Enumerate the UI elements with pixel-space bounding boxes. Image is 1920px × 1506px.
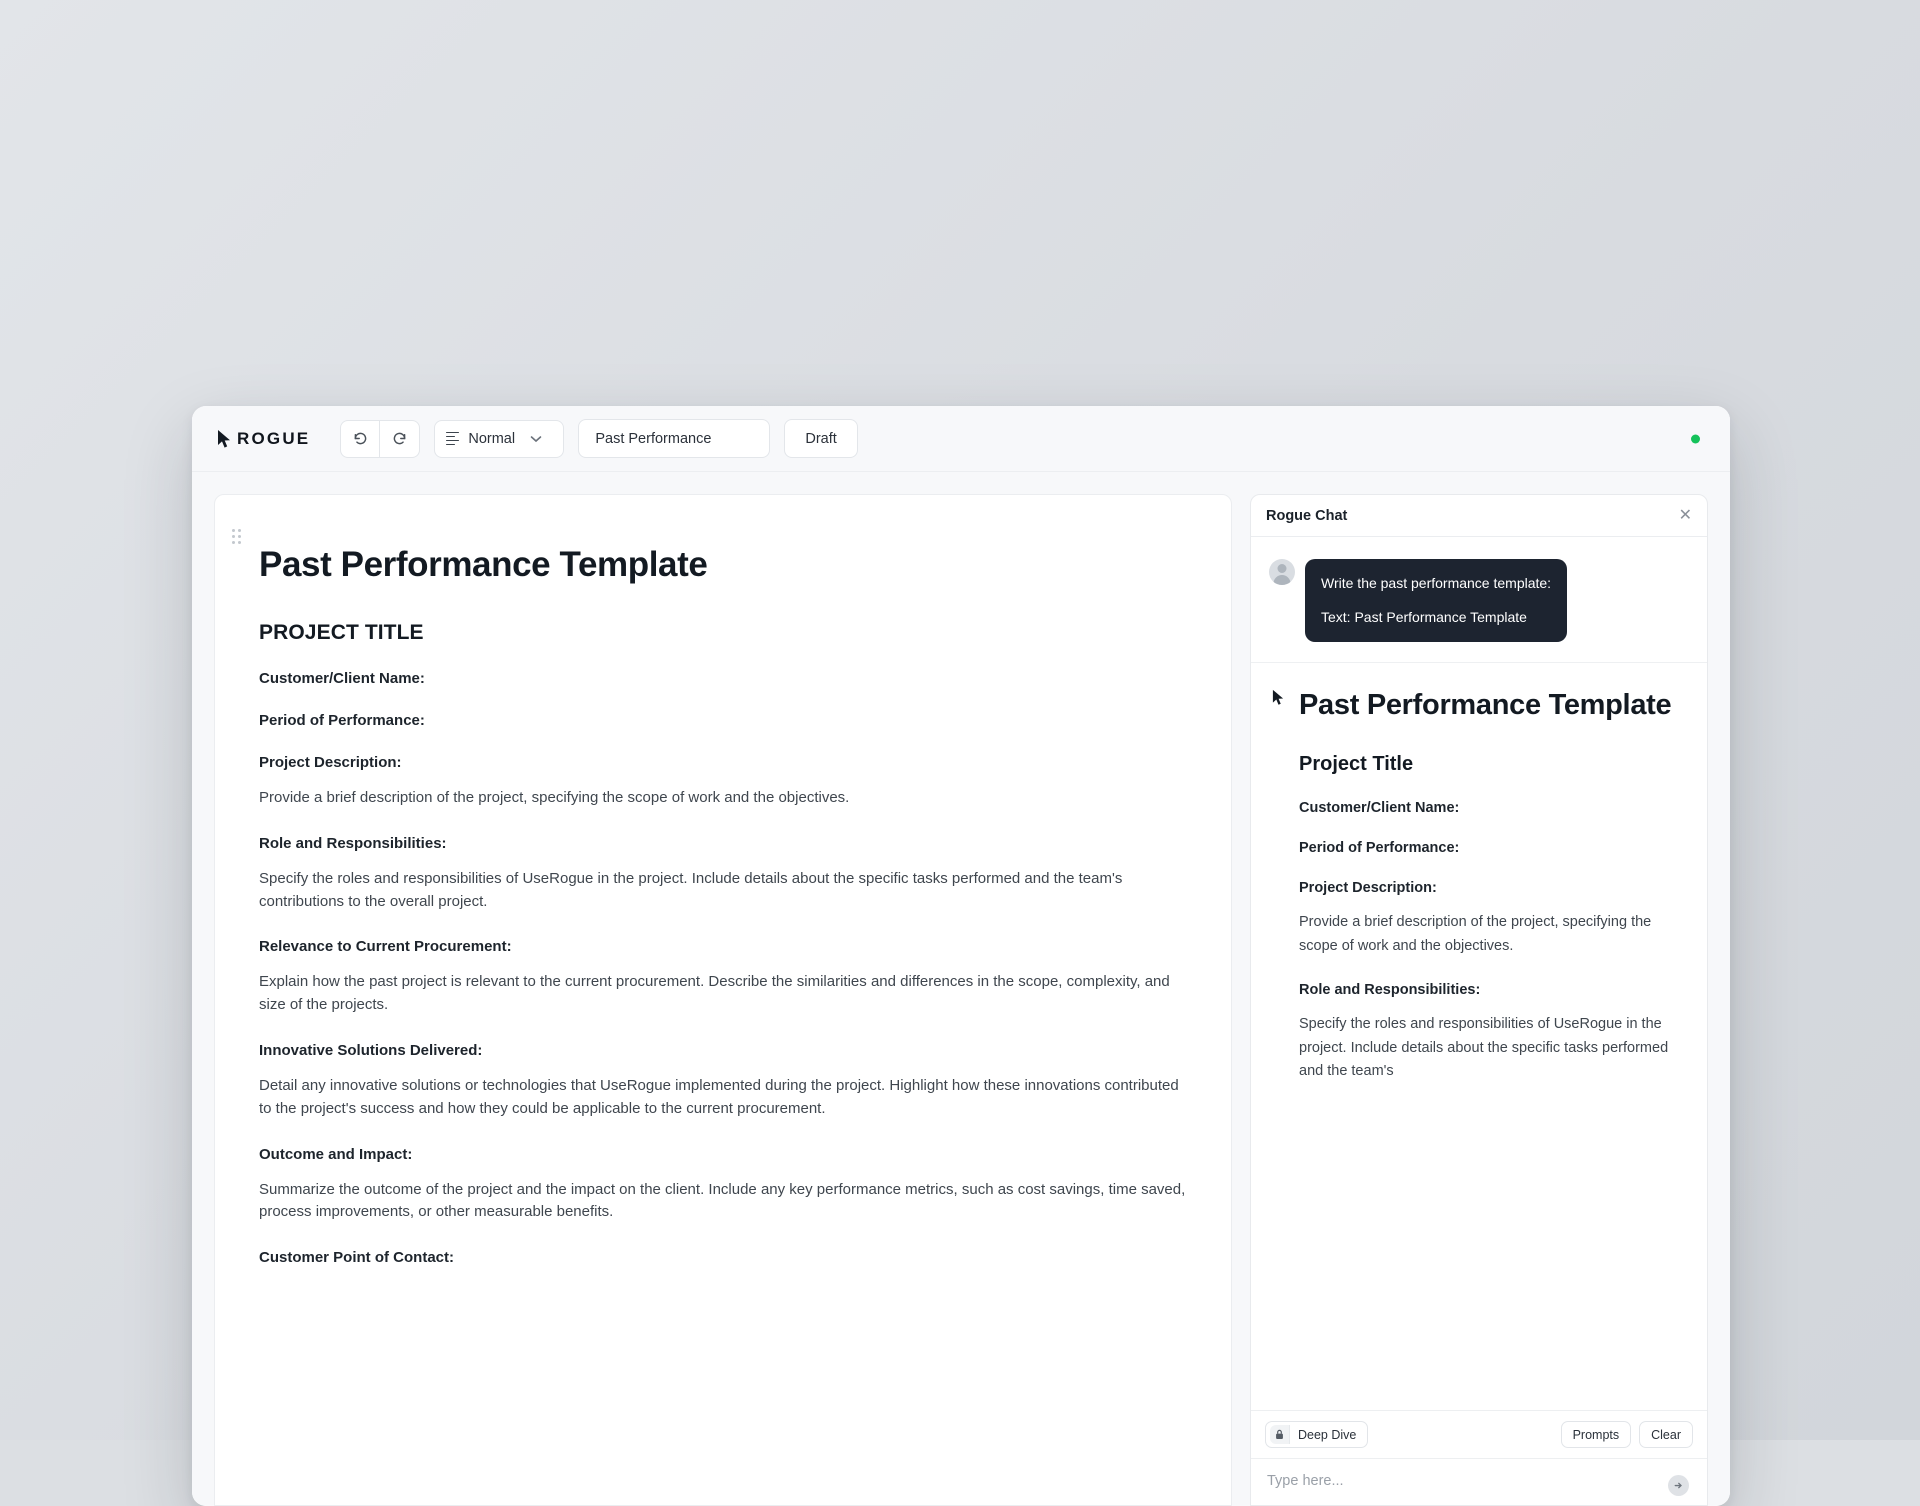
chevron-down-icon (530, 431, 542, 447)
doc-field-label: Project Description: (259, 754, 1187, 771)
doc-field-label: Customer Point of Contact: (259, 1249, 1187, 1266)
chat-messages[interactable] (1251, 537, 1707, 1410)
doc-field-label: Role and Responsibilities: (259, 835, 1187, 852)
deep-dive-button[interactable] (1265, 1421, 1368, 1448)
chat-input[interactable] (1267, 1473, 1691, 1489)
send-arrow-icon[interactable] (1668, 1475, 1689, 1496)
assistant-field-label: Customer/Client Name: (1299, 800, 1681, 816)
user-message-line-1: Write the past performance template: (1321, 573, 1551, 595)
brand-name: ROGUE (237, 429, 310, 449)
rogue-cursor-icon (1271, 689, 1285, 706)
app-body (192, 472, 1730, 1506)
chat-toolbar (1251, 1410, 1707, 1458)
doc-field-label: Customer/Client Name: (259, 670, 1187, 687)
close-icon[interactable]: ✕ (1679, 508, 1692, 524)
connection-status-indicator (1691, 434, 1700, 443)
page-title: Past Performance Template (259, 545, 1187, 585)
doc-paragraph: Detail any innovative solutions or technologies that UseRogue implemented during the project. Highlight how these innovations contributed to the project's success and how they could be applicable to the current procurement. (259, 1075, 1187, 1121)
deep-dive-label: Deep Dive (1298, 1428, 1356, 1442)
assistant-title: Past Performance Template (1299, 689, 1681, 723)
user-message-line-2: Text: Past Performance Template (1321, 607, 1551, 629)
assistant-field-label: Role and Responsibilities: (1299, 982, 1681, 998)
chat-title: Rogue Chat (1266, 508, 1347, 524)
redo-icon[interactable] (380, 420, 420, 458)
document-name-input[interactable]: Past Performance (578, 419, 770, 458)
prompts-button[interactable]: Prompts (1561, 1421, 1632, 1448)
chat-header (1251, 495, 1707, 537)
assistant-field-label: Project Description: (1299, 880, 1681, 896)
paragraph-lines-icon (446, 432, 459, 446)
avatar (1269, 559, 1295, 585)
assistant-heading: Project Title (1299, 753, 1681, 776)
chat-assistant-message (1251, 663, 1707, 1093)
document-section-heading: PROJECT TITLE (259, 621, 1187, 645)
document-status-button[interactable]: Draft (784, 419, 857, 458)
toolbar (192, 406, 1730, 472)
chat-composer (1251, 1458, 1707, 1505)
doc-field-label: Outcome and Impact: (259, 1146, 1187, 1163)
doc-field-label: Relevance to Current Procurement: (259, 938, 1187, 955)
chat-toolbar-right (1561, 1421, 1693, 1448)
assistant-paragraph: Specify the roles and responsibilities of UseRogue in the project. Include details about the specific tasks performed and the team's (1299, 1013, 1681, 1083)
doc-paragraph: Explain how the past project is relevant to the current procurement. Describe the similarities and differences in the scope, complexity, and size of the projects. (259, 971, 1187, 1017)
rogue-cursor-logo-icon (216, 429, 232, 449)
rogue-chat-panel (1250, 494, 1708, 1506)
doc-field-label: Innovative Solutions Delivered: (259, 1042, 1187, 1059)
text-style-value: Normal (468, 431, 515, 447)
brand-logo (216, 429, 310, 449)
undo-icon[interactable] (340, 420, 380, 458)
doc-paragraph: Provide a brief description of the project, specifying the scope of work and the objectives. (259, 787, 1187, 810)
clear-button[interactable]: Clear (1639, 1421, 1693, 1448)
user-message-bubble (1305, 559, 1567, 642)
chat-user-message (1251, 537, 1707, 663)
doc-paragraph: Specify the roles and responsibilities of UseRogue in the project. Include details about the specific tasks performed and the team's contributions to the overall project. (259, 868, 1187, 914)
history-button-group (340, 420, 420, 458)
block-drag-handle-icon[interactable] (231, 529, 241, 543)
doc-paragraph: Summarize the outcome of the project and the impact on the client. Include any key performance metrics, such as cost savings, time saved, process improvements, or other measurable benefits. (259, 1179, 1187, 1225)
app-window (192, 406, 1730, 1506)
lock-icon (1270, 1425, 1290, 1444)
text-style-dropdown[interactable] (434, 420, 564, 458)
document-editor[interactable] (214, 494, 1232, 1506)
assistant-field-label: Period of Performance: (1299, 840, 1681, 856)
doc-field-label: Period of Performance: (259, 712, 1187, 729)
assistant-paragraph: Provide a brief description of the project, specifying the scope of work and the objectives. (1299, 911, 1681, 958)
